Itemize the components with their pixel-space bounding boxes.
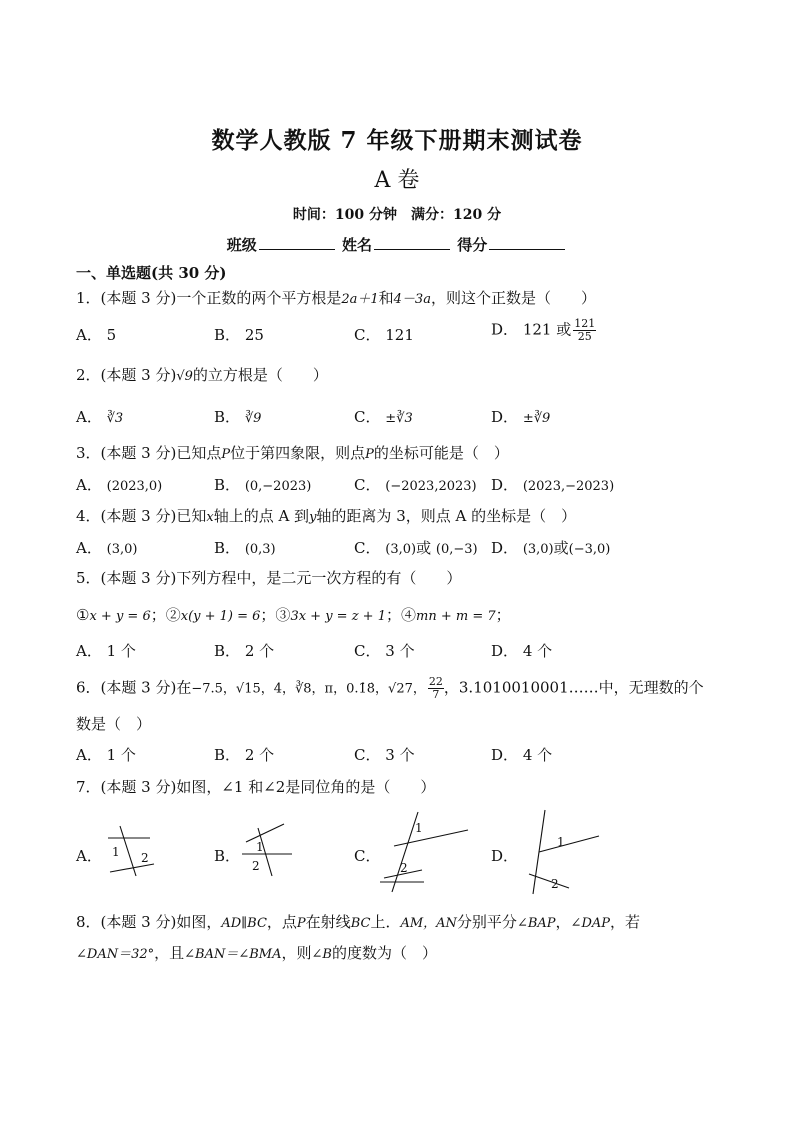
q1-option-c[interactable]: C． 121 (354, 326, 414, 344)
student-fields (0, 234, 794, 255)
fraction: $\frac{121}{25}$ (574, 317, 596, 343)
q7-figure-d (515, 806, 605, 896)
q5-option-d[interactable]: D． 4 个 (491, 642, 553, 660)
q6-option-a[interactable]: A． 1 个 (76, 746, 136, 764)
question-3-stem: 3．(本题 3 分)已知点P位于第四象限，则点P的坐标可能是（ ） (76, 444, 509, 462)
q7-option-b[interactable]: B． (214, 847, 241, 865)
class-field[interactable] (259, 235, 335, 250)
name-field[interactable] (374, 235, 450, 250)
fraction: $\frac{22}{7}$ (428, 675, 443, 701)
q7-option-a[interactable]: A． (76, 847, 102, 865)
q3-option-b[interactable]: B． (0,−2023) (214, 476, 312, 494)
question-6-stem-line2: 数是（ ） (76, 715, 152, 733)
q6-option-c[interactable]: C． 3 个 (354, 746, 415, 764)
svg-text:1: 1 (557, 835, 565, 849)
q4-option-c[interactable]: C． (3,0)或 (0,−3) (354, 539, 478, 557)
question-1-stem: 1．(本题 3 分)一个正数的两个平方根是2a＋1和4－3a，则这个正数是（ ） (76, 289, 596, 307)
q3-option-a[interactable]: A． (2023,0) (76, 476, 163, 494)
section-title: 一、单选题(共 30 分) (76, 264, 227, 282)
q7-figure-a (100, 820, 160, 880)
q7-option-d[interactable]: D． (491, 847, 519, 865)
q1-option-a[interactable]: A． 5 (76, 326, 117, 344)
question-7-stem: 7．(本题 3 分)如图，∠1 和∠2是同位角的是（ ） (76, 778, 436, 796)
q2-option-b[interactable]: B． ∛9 (214, 408, 262, 426)
name-label: 姓名 (341, 236, 372, 254)
paper-version: A 卷 (374, 168, 420, 193)
q4-option-b[interactable]: B． (0,3) (214, 539, 276, 557)
question-2-stem: 2．(本题 3 分)√9的立方根是（ ） (76, 366, 328, 384)
q6-option-d[interactable]: D． 4 个 (491, 746, 553, 764)
svg-text:1: 1 (112, 845, 120, 859)
q5-option-c[interactable]: C． 3 个 (354, 642, 415, 660)
svg-text:1: 1 (415, 821, 423, 835)
q3-option-d[interactable]: D． (2023,−2023) (491, 476, 615, 494)
question-8-stem-line2: ∠DAN＝32°，且∠BAN＝∠BMA，则∠B的度数为（ ） (76, 944, 437, 962)
q2-option-c[interactable]: C． ±∛3 (354, 408, 413, 426)
q6-option-b[interactable]: B． 2 个 (214, 746, 275, 764)
svg-text:2: 2 (551, 877, 559, 891)
q7-option-c[interactable]: C． (354, 847, 381, 865)
q5-option-b[interactable]: B． 2 个 (214, 642, 275, 660)
question-5-stem: 5．(本题 3 分)下列方程中，是二元一次方程的有（ ） (76, 569, 462, 587)
q1-option-d[interactable]: D． 121 或 $\frac{121}{25}$ (491, 317, 596, 343)
q5-option-a[interactable]: A． 1 个 (76, 642, 136, 660)
question-5-equations: ①x + y = 6；②x(y + 1) = 6；③3x + y = z + 1；④mn + m = 7； (76, 606, 511, 624)
svg-text:1: 1 (256, 840, 264, 854)
score-label: 得分 (457, 236, 488, 254)
q1-option-b[interactable]: B． 25 (214, 326, 264, 344)
exam-info: 时间：100 分钟 满分：120 分 (292, 207, 502, 223)
question-6-stem: 6．(本题 3 分)在−7.5，√15，4，∛8，π，0.1̇8̇，√27， $\frac{22}{7}$ ，3.1010010001……中，无理数的个 (76, 675, 704, 701)
svg-text:2: 2 (252, 859, 260, 873)
question-8-stem: 8．(本题 3 分)如图，AD∥BC，点P在射线BC上．AM，AN分别平分∠BAP，∠DAP，若 (76, 913, 641, 931)
q7-figure-b (238, 820, 298, 880)
page-title: 数学人教版 7 年级下册期末测试卷 (211, 127, 583, 154)
svg-text:2: 2 (141, 851, 149, 865)
class-label: 班级 (226, 236, 257, 254)
q7-figure-c (378, 806, 473, 896)
q4-option-d[interactable]: D． (3,0)或(−3,0) (491, 539, 611, 557)
score-field[interactable] (489, 235, 565, 250)
q2-option-d[interactable]: D． ±∛9 (491, 408, 551, 426)
q3-option-c[interactable]: C． (−2023,2023) (354, 476, 477, 494)
q2-option-a[interactable]: A． ∛3 (76, 408, 124, 426)
question-4-stem: 4．(本题 3 分)已知x轴上的点 A 到y轴的距离为 3，则点 A 的坐标是（ ） (76, 507, 577, 525)
svg-text:2: 2 (400, 861, 408, 875)
q4-option-a[interactable]: A． (3,0) (76, 539, 138, 557)
